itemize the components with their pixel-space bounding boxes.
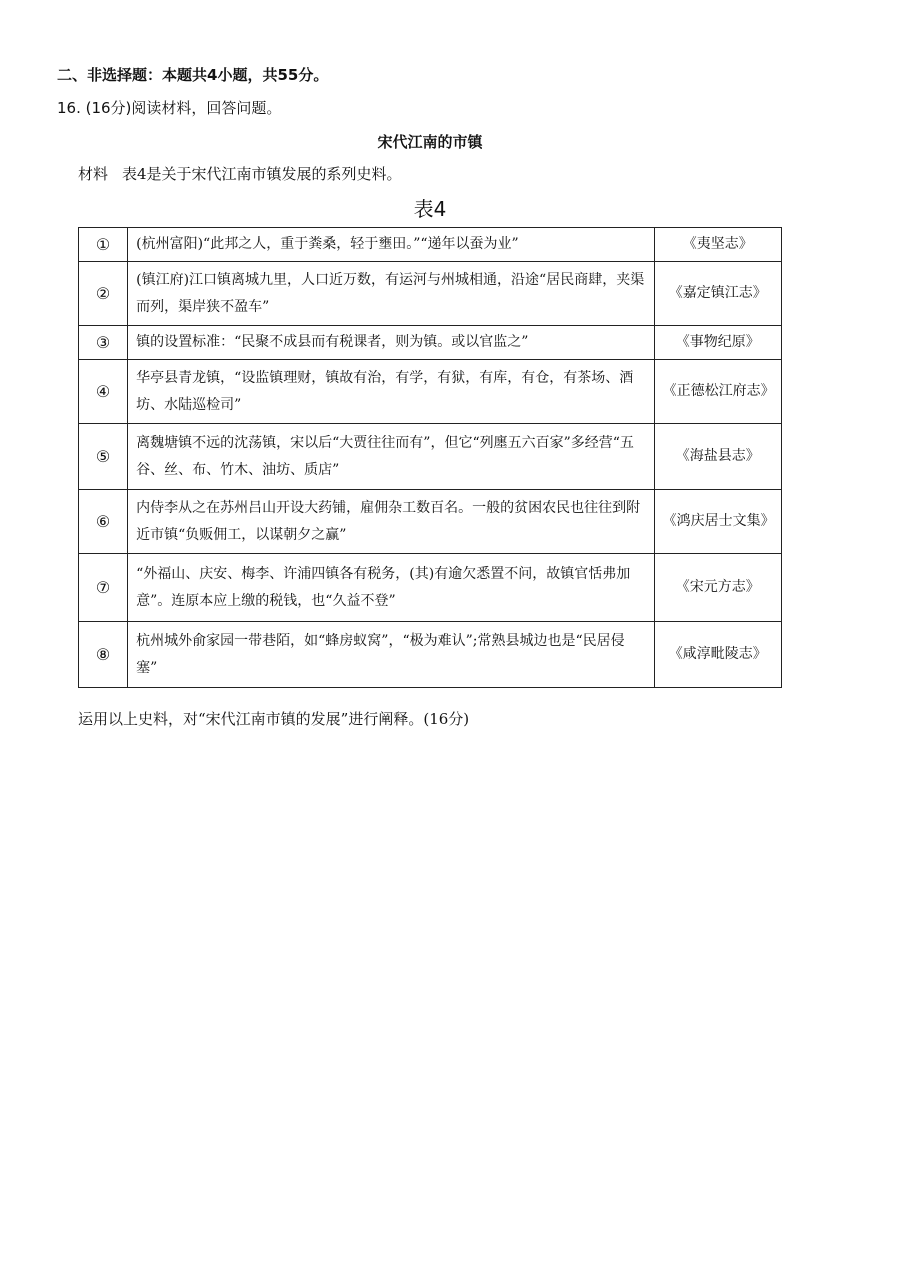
row-text: 离魏塘镇不远的沈荡镇，宋以后“大贾往往而有”，但它“列廛五六百家”多经营“五谷、丝、布、竹木、油坊、质店” [128, 424, 654, 490]
row-text: 内侍李从之在苏州吕山开设大药铺，雇佣杂工数百名。一般的贫困农民也往往到附近市镇“负贩佣工，以谋朝夕之赢” [128, 490, 654, 554]
row-source: 《鸿庆居士文集》 [654, 490, 781, 554]
row-number: ① [79, 228, 128, 262]
row-number: ③ [79, 326, 128, 360]
row-number: ⑥ [79, 490, 128, 554]
table-row [79, 262, 782, 326]
row-number: ④ [79, 360, 128, 424]
row-source: 《宋元方志》 [654, 554, 781, 622]
row-text: (杭州富阳)“此邦之人，重于粪桑，轻于壅田。”“递年以蚕为业” [128, 228, 654, 262]
question-stem: 16. (16分)阅读材料，回答问题。 [57, 99, 282, 117]
material-lead: 材料 [78, 165, 109, 183]
row-text: 镇的设置标准：“民聚不成县而有税课者，则为镇。或以官监之” [128, 326, 654, 360]
row-number: ② [79, 262, 128, 326]
row-number: ⑦ [79, 554, 128, 622]
row-text: 杭州城外俞家园一带巷陌，如“蜂房蚁窝”，“极为难认”;常熟县城边也是“民居侵塞” [128, 622, 654, 688]
table-row [79, 228, 782, 262]
row-number: ⑧ [79, 622, 128, 688]
source-table [78, 227, 782, 688]
row-text: 华亭县青龙镇，“设监镇理财，镇故有治，有学，有狱，有库，有仓，有茶场、酒坊、水陆巡检司” [128, 360, 654, 424]
material-intro-text: 表4是关于宋代江南市镇发展的系列史料。 [122, 165, 402, 183]
table-row [79, 424, 782, 490]
row-source: 《夷坚志》 [654, 228, 781, 262]
table-row [79, 326, 782, 360]
section-heading: 二、非选择题：本题共4小题，共55分。 [57, 66, 329, 84]
material-intro [78, 163, 402, 184]
table-row [79, 554, 782, 622]
table-row [79, 360, 782, 424]
material-title: 宋代江南的市镇 [377, 133, 483, 151]
row-source: 《咸淳毗陵志》 [654, 622, 781, 688]
table-row [79, 622, 782, 688]
task-instruction: 运用以上史料，对“宋代江南市镇的发展”进行阐释。(16分) [78, 710, 470, 728]
table-caption: 表4 [413, 197, 447, 221]
row-source: 《海盐县志》 [654, 424, 781, 490]
row-source: 《事物纪原》 [654, 326, 781, 360]
row-source: 《正德松江府志》 [654, 360, 781, 424]
row-text: (镇江府)江口镇离城九里，人口近万数，有运河与州城相通，沿途“居民商肆，夹渠而列，渠岸狭不盈车” [128, 262, 654, 326]
row-source: 《嘉定镇江志》 [654, 262, 781, 326]
table-row [79, 490, 782, 554]
row-number: ⑤ [79, 424, 128, 490]
row-text: “外福山、庆安、梅李、许浦四镇各有税务，(其)有逾欠悉置不问，故镇官恬弗加意”。连原本应上缴的税钱，也“久益不登” [128, 554, 654, 622]
